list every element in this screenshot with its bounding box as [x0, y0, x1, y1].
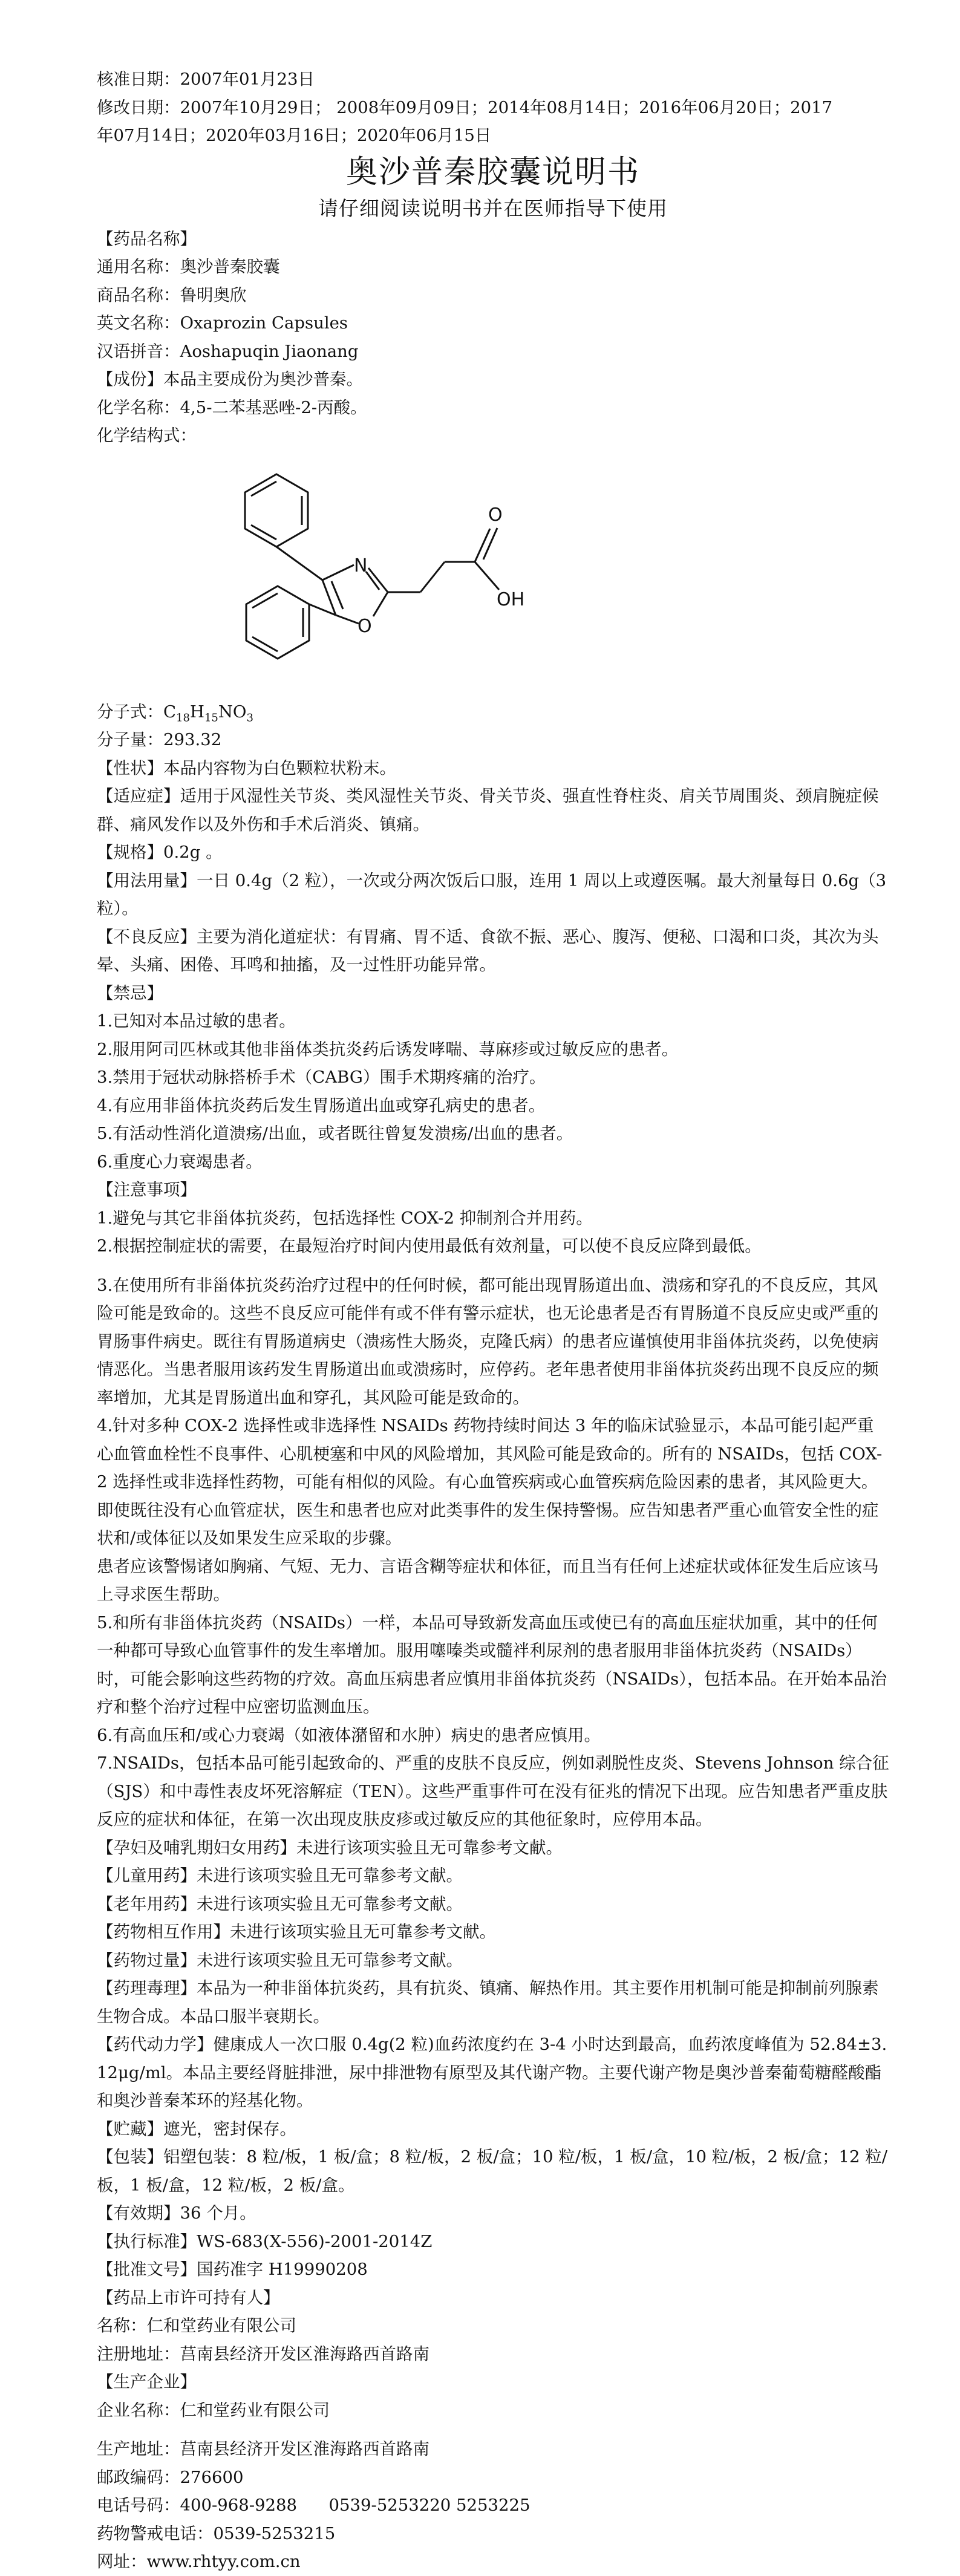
manufacturer-heading: 【生产企业】	[97, 2372, 197, 2392]
revision-dates-line2: 年07月14日；2020年03月16日；2020年06月15日	[97, 126, 492, 145]
holder-name: 名称：仁和堂药业有限公司	[97, 2316, 296, 2335]
atom-oh: OH	[497, 589, 525, 610]
chemical-structure	[97, 450, 889, 698]
atom-o-ring: O	[358, 615, 372, 637]
website: 网址：www.rhtyy.com.cn	[97, 2552, 301, 2571]
precautions-heading: 【注意事项】	[97, 1180, 197, 1199]
trade-name: 商品名称：鲁明奥欣	[97, 285, 247, 305]
drug-name-heading: 【药品名称】	[97, 229, 197, 249]
precaution-7: 7.NSAIDs，包括本品可能引起致命的、严重的皮肤不良反应，例如剥脱性皮炎、Stevens Johnson 综合征（SJS）和中毒性表皮坏死溶解症（TEN）。这些严重事件可在没有征兆的情况下出现。应告知患者严重皮肤反应的症状和体征，在第一次出现皮肤皮疹或过敏反应的其他征象时，应停用本品。	[97, 1753, 889, 1829]
contraindications-heading: 【禁忌】	[97, 983, 163, 1003]
list-item: 6.重度心力衰竭患者。	[97, 1152, 263, 1172]
adverse-reactions: 【不良反应】主要为消化道症状：有胃痛、胃不适、食欲不振、恶心、腹泻、便秘、口渴和口炎，其次为头晕、头痛、困倦、耳鸣和抽搐，及一过性肝功能异常。	[97, 927, 879, 974]
english-name: 英文名称：Oxaprozin Capsules	[97, 313, 348, 333]
pregnancy: 【孕妇及哺乳期妇女用药】未进行该项实验且无可靠参考文献。	[97, 1837, 563, 1857]
document-subtitle: 请仔细阅读说明书并在医师指导下使用	[318, 196, 668, 220]
list-item: 3.禁用于冠状动脉搭桥手术（CABG）围手术期疼痛的治疗。	[97, 1068, 546, 1087]
holder-heading: 【药品上市许可持有人】	[97, 2287, 280, 2307]
manufacturer-section	[97, 2368, 889, 2576]
list-item: 4.有应用非甾体抗炎药后发生胃肠道出血或穿孔病史的患者。	[97, 1095, 546, 1115]
list-item: 5.有活动性消化道溃疡/出血，或者既往曾复发溃疡/出血的患者。	[97, 1124, 573, 1143]
phone-numbers: 电话号码：400-968-9288 0539-5253220 5253225	[97, 2496, 531, 2515]
manufacturer-name: 企业名称：仁和堂药业有限公司	[97, 2400, 330, 2420]
pharmacokinetics: 【药代动力学】健康成人一次口服 0.4g(2 粒)血药浓度约在 3-4 小时达到最高，血药浓度峰值为 52.84±3.12μg/ml。本品主要经肾脏排泄，尿中排泄物有原型及其代谢产物。主要代谢产物是奥沙普秦葡萄糖醛酸酯和奥沙普秦苯环的羟基化物。	[97, 2035, 887, 2110]
indications: 【适应症】适用于风湿性关节炎、类风湿性关节炎、骨关节炎、强直性脊柱炎、肩关节周围炎、颈肩腕症候群、痛风发作以及外伤和手术后消炎、镇痛。	[97, 786, 879, 834]
overdose: 【药物过量】未进行该项实验且无可靠参考文献。	[97, 1950, 463, 1970]
pharmacology: 【药理毒理】本品为一种非甾体抗炎药，具有抗炎、镇痛、解热作用。其主要作用机制可能是抑制前列腺素生物合成。本品口服半衰期长。	[97, 1978, 879, 2026]
validity: 【有效期】36 个月。	[97, 2203, 256, 2223]
precaution-6: 6.有高血压和/或心力衰竭（如液体潴留和水肿）病史的患者应慎用。	[97, 1725, 601, 1745]
executive-standard: 【执行标准】WS-683(X-556)-2001-2014Z	[97, 2231, 433, 2251]
atom-n: N	[354, 555, 368, 576]
leaflet-page	[97, 65, 889, 2576]
manufacturer-address: 生产地址：莒南县经济开发区淮海路西首路南	[97, 2439, 429, 2459]
precaution-4: 4.针对多种 COX-2 选择性或非选择性 NSAIDs 药物持续时间达 3 年的临床试验显示，本品可能引起严重心血管血栓性不良事件、心肌梗塞和中风的风险增加，其风险可能是致命的。所有的 NSAIDs，包括 COX-2 选择性或非选择性药物，可能有相似的风险。有心血管疾病或心血管疾病危险因素的患者，其风险更大。即使既往没有心血管症状，医生和患者也应对此类事件的发生保持警惕。应告知患者严重心血管安全性的症状和/或体征以及如果发生应采取的步骤。	[97, 1416, 883, 1548]
molecular-formula: 分子式：$C_{18}H_{15}NO_3$	[97, 702, 253, 724]
drug-interactions: 【药物相互作用】未进行该项实验且无可靠参考文献。	[97, 1922, 496, 1942]
holder-address: 注册地址：莒南县经济开发区淮海路西首路南	[97, 2344, 429, 2364]
atom-o-carbonyl: O	[488, 504, 503, 526]
structure-label: 化学结构式：	[97, 426, 197, 445]
postcode: 邮政编码：276600	[97, 2467, 244, 2487]
holder-section	[97, 2284, 889, 2369]
precaution-1: 1.避免与其它非甾体抗炎药，包括选择性 COX-2 抑制剂合并用药。	[97, 1208, 593, 1228]
composition-section	[97, 365, 889, 754]
storage: 【贮藏】遮光，密封保存。	[97, 2119, 296, 2139]
package: 【包装】铝塑包装：8 粒/板，1 板/盒；8 粒/板，2 板/盒；10 粒/板，1 板/盒，10 粒/板，2 板/盒；12 粒/板，1 板/盒，12 粒/板，2 板/盒。	[97, 2147, 888, 2195]
generic-name: 通用名称：奥沙普秦胶囊	[97, 257, 280, 276]
document-title: 奥沙普秦胶囊说明书	[345, 154, 640, 191]
revision-dates-line1: 修改日期：2007年10月29日； 2008年09月09日；2014年08月14日；2016年06月20日；2017	[97, 97, 833, 117]
pinyin-name: 汉语拼音：Aoshapuqin Jiaonang	[97, 341, 359, 361]
dosage: 【用法用量】一日 0.4g（2 粒），一次或分两次饭后口服，连用 1 周以上或遵医嘱。最大剂量每日 0.6g（3 粒）。	[97, 870, 887, 918]
chemical-name: 化学名称：4,5-二苯基恶唑-2-丙酸。	[97, 397, 367, 417]
oxaprozin-structure-diagram	[215, 453, 553, 695]
precaution-5: 5.和所有非甾体抗炎药（NSAIDs）一样，本品可导致新发高血压或使已有的高血压症状加重，其中的任何一种都可导致心血管事件的发生率增加。服用噻嗪类或髓袢利尿剂的患者服用非甾体抗炎药（NSAIDs）时，可能会影响这些药物的疗效。高血压病患者应慎用非甾体抗炎药（NSAIDs），包括本品。在开始本品治疗和整个治疗过程中应密切监测血压。	[97, 1612, 887, 1717]
approval-number: 【批准文号】国药准字 H19990208	[97, 2260, 368, 2279]
alert-phone: 药物警戒电话：0539-5253215	[97, 2523, 336, 2543]
contraindications-section	[97, 979, 889, 1176]
molecular-weight: 分子量：293.32	[97, 730, 222, 749]
precaution-2: 2.根据控制症状的需要，在最短治疗时间内使用最低有效剂量，可以使不良反应降到最低。	[97, 1236, 762, 1256]
composition-text: 【成份】本品主要成份为奥沙普秦。	[97, 370, 363, 389]
precaution-3: 3.在使用所有非甾体抗炎药治疗过程中的任何时候，都可能出现胃肠道出血、溃疡和穿孔的不良反应，其风险可能是致命的。这些不良反应可能伴有或不伴有警示症状，也无论患者是否有胃肠道不良反应史或严重的胃肠事件病史。既往有胃肠道病史（溃疡性大肠炎，克隆氏病）的患者应谨慎使用非甾体抗炎药，以免使病情恶化。当患者服用该药发生胃肠道出血或溃疡时，应停药。老年患者使用非甾体抗炎药出现不良反应的频率增加，尤其是胃肠道出血和穿孔，其风险可能是致命的。	[97, 1275, 879, 1407]
precautions-section	[97, 1176, 889, 1834]
list-item: 1.已知对本品过敏的患者。	[97, 1011, 296, 1031]
precaution-4b: 患者应该警惕诸如胸痛、气短、无力、言语含糊等症状和体征，而且当有任何上述症状或体征发生后应该马上寻求医生帮助。	[97, 1556, 879, 1604]
list-item: 2.服用阿司匹林或其他非甾体类抗炎药后诱发哮喘、荨麻疹或过敏反应的患者。	[97, 1039, 679, 1059]
geriatric-use: 【老年用药】未进行该项实验且无可靠参考文献。	[97, 1894, 463, 1914]
properties: 【性状】本品内容物为白色颗粒状粉末。	[97, 758, 396, 778]
specification: 【规格】0.2g 。	[97, 843, 223, 862]
approval-date: 核准日期：2007年01月23日	[97, 70, 315, 89]
drug-name-section	[97, 225, 889, 366]
pediatric-use: 【儿童用药】未进行该项实验且无可靠参考文献。	[97, 1866, 463, 1885]
